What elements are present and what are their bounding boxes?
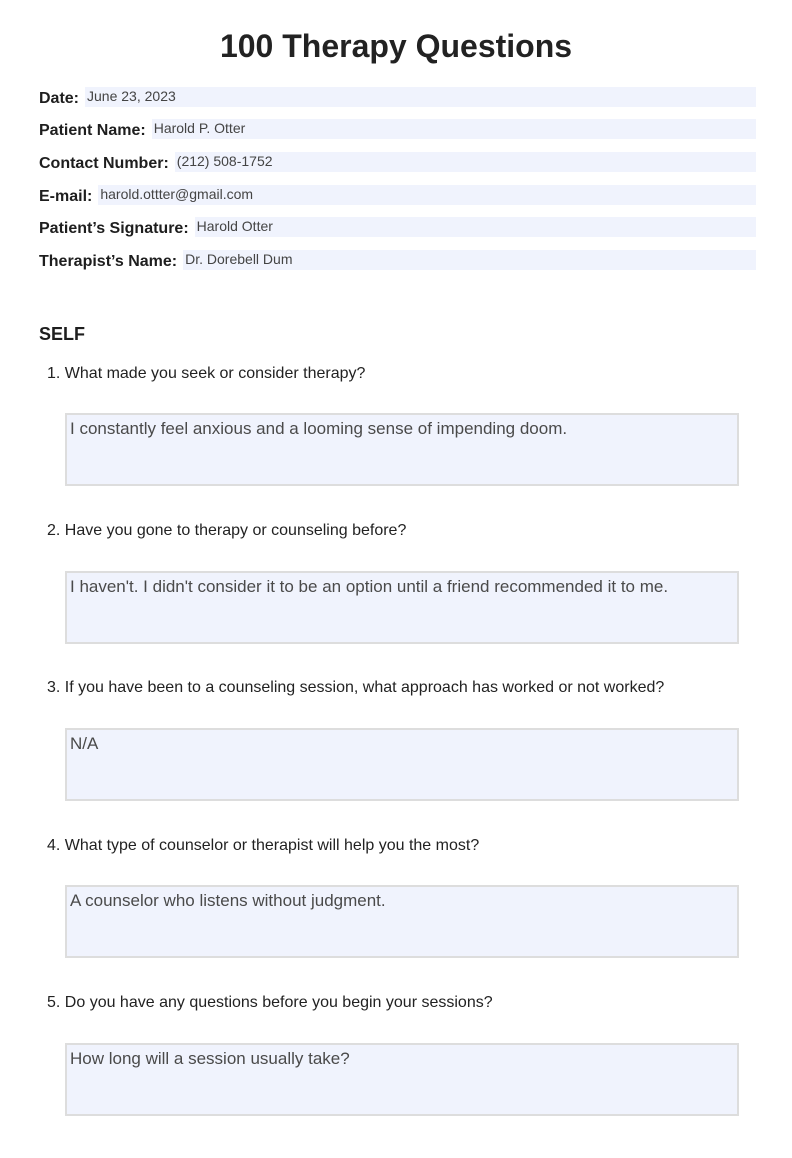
email-field	[39, 185, 756, 206]
question-1: 1. What made you seek or consider therapy?	[47, 365, 366, 382]
section-heading: SELF	[39, 324, 86, 344]
email-label: E-mail:	[39, 188, 93, 205]
date-label: Date:	[39, 90, 80, 107]
date-input[interactable]: June 23, 2023	[85, 87, 756, 107]
email-input[interactable]: harold.ottter@gmail.com	[98, 185, 756, 205]
answer-4-textarea[interactable]: A counselor who listens without judgment.	[65, 885, 739, 958]
patient-signature-label: Patient’s Signature:	[39, 220, 189, 237]
patient-name-input[interactable]: Harold P. Otter	[152, 119, 756, 139]
patient-signature-input[interactable]: Harold Otter	[195, 217, 756, 237]
therapist-name-label: Therapist’s Name:	[39, 253, 178, 270]
question-3: 3. If you have been to a counseling session, what approach has worked or not worked?	[47, 679, 665, 696]
answer-5-textarea[interactable]: How long will a session usually take?	[65, 1043, 739, 1116]
patient-name-field	[39, 119, 756, 140]
patient-name-label: Patient Name:	[39, 122, 146, 139]
contact-number-field	[39, 152, 756, 173]
patient-signature-field	[39, 217, 756, 238]
answer-2-textarea[interactable]: I haven't. I didn't consider it to be an option until a friend recommended it to me.	[65, 571, 739, 644]
page-title: 100 Therapy Questions	[219, 28, 573, 64]
contact-number-input[interactable]: (212) 508-1752	[175, 152, 756, 172]
therapist-name-field	[39, 250, 756, 271]
answer-1-textarea[interactable]: I constantly feel anxious and a looming sense of impending doom.	[65, 413, 739, 486]
therapist-name-input[interactable]: Dr. Dorebell Dum	[183, 250, 756, 270]
question-2: 2. Have you gone to therapy or counseling before?	[47, 522, 407, 539]
answer-3-textarea[interactable]: N/A	[65, 728, 739, 801]
question-5: 5. Do you have any questions before you begin your sessions?	[47, 994, 493, 1011]
question-4: 4. What type of counselor or therapist will help you the most?	[47, 837, 480, 854]
contact-number-label: Contact Number:	[39, 155, 169, 172]
date-field	[39, 87, 756, 108]
